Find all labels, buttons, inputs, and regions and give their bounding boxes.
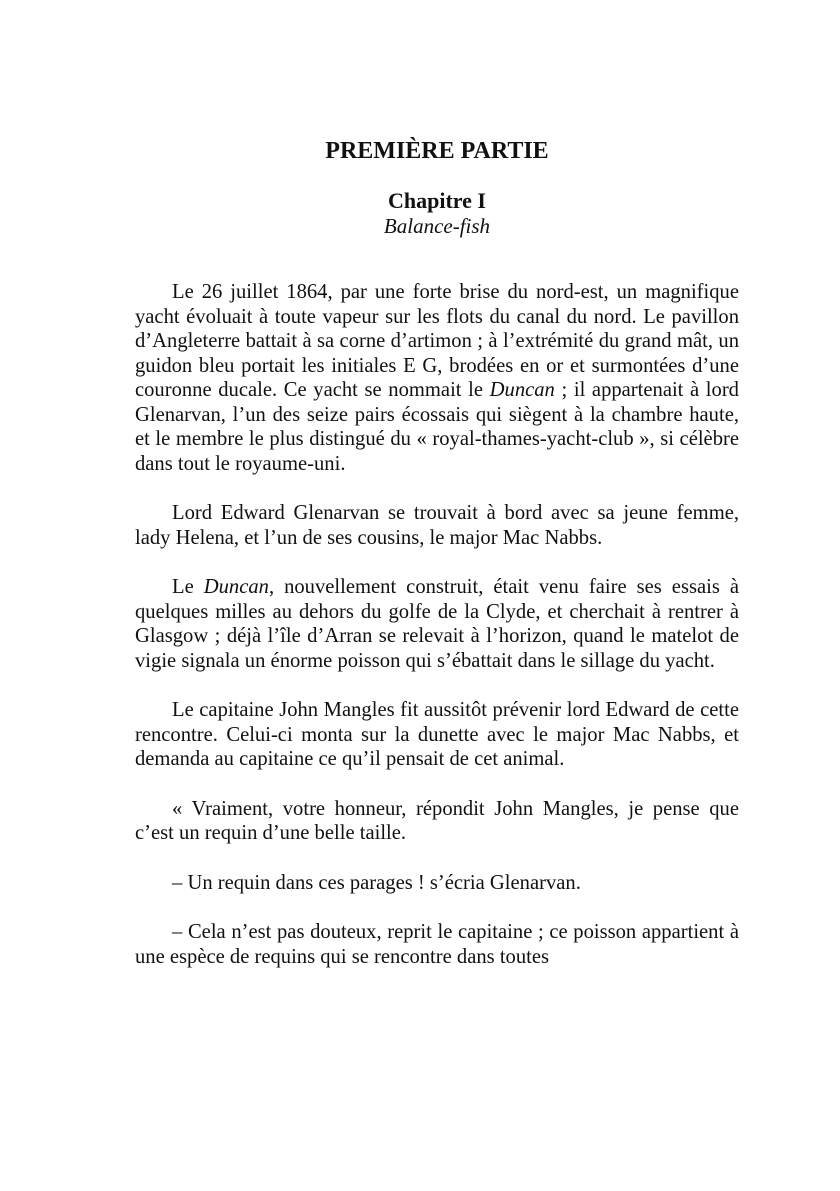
ship-name: Duncan [489,379,555,401]
ship-name: Duncan [203,576,269,598]
chapter-subtitle: Balance-fish [383,214,491,238]
paragraph-4: Le capitaine John Mangles fit aussitôt prévenir lord Edward de cette rencontre. Celui-ci monta sur la dunette avec le major Mac Nabbs, et demanda au capitaine ce qu’il pensait de cet animal. [135,699,739,770]
paragraph-7: – Cela n’est pas douteux, reprit le capitaine ; ce poisson appartient à une espèce de requins qui se rencontre dans toutes [135,921,739,968]
paragraph-6: – Un requin dans ces parages ! s’écria Glenarvan. [172,871,581,894]
paragraph-3 [135,575,739,673]
paragraph-1-part-a: Le 26 juillet 1864, par une forte brise du nord-est, un magnifique yacht évoluait à toute vapeur sur les flots du canal du nord. Le pavillon d’Angleterre battait à sa corne d’artimon ; à l’extrémité du grand mât, un guidon bleu portait les initiales E G, brodées en or et surmontées d’une couronne ducale. Ce yacht se nommait le [135,281,739,401]
paragraph-5: « Vraiment, votre honneur, répondit John Mangles, je pense que c’est un requin d’une belle taille. [135,797,739,844]
paragraph-1-part-b: ; il appartenait à lord Glenarvan, l’un des seize pairs écossais qui siègent à la chambre haute, et le membre le plus distingué du « royal-thames-yacht-club », si célèbre dans tout le royaume-uni. [135,379,739,475]
paragraph-3-part-a: Le [172,576,204,598]
paragraph-3-part-b: , nouvellement construit, était venu faire ses essais à quelques milles au dehors du golfe de la Clyde, et cherchait à rentrer à Glasgow ; déjà l’île d’Arran se relevait à l’horizon, quand le matelot de vigie signala un énorme poisson qui s’ébattait dans le sillage du yacht. [135,576,739,672]
paragraph-1 [135,280,739,476]
chapter-title: Chapitre I [388,188,486,213]
paragraph-2: Lord Edward Glenarvan se trouvait à bord avec sa jeune femme, lady Helena, et l’un de ses cousins, le major Mac Nabbs. [135,502,739,549]
part-title: PREMIÈRE PARTIE [325,138,549,164]
chapter-body [135,280,739,969]
